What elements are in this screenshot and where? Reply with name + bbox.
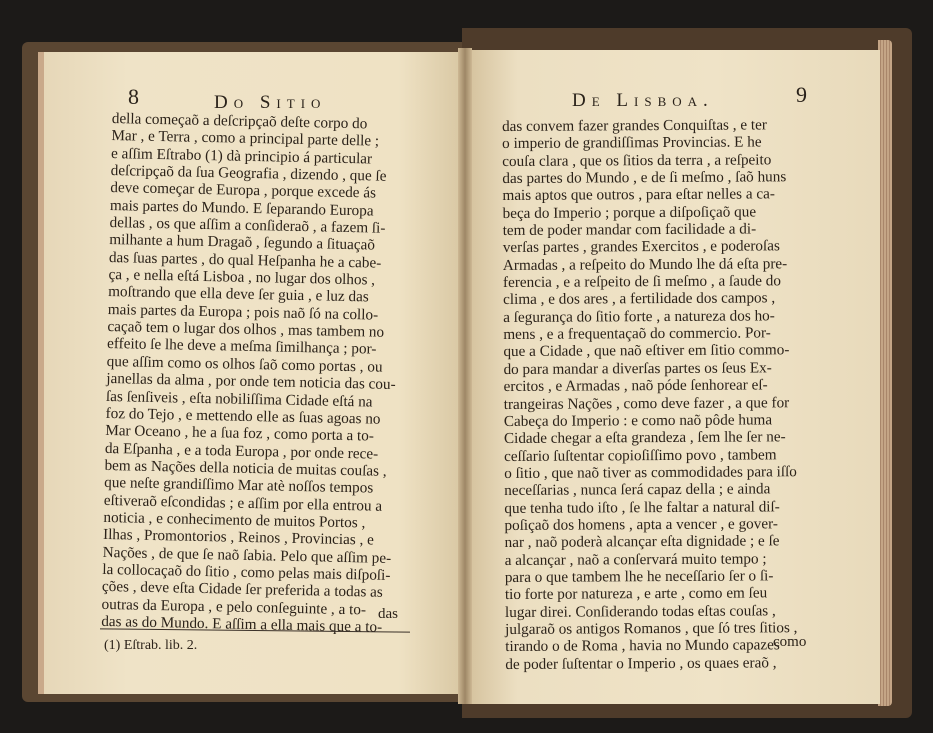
text-line: que aſſim como os olhos ſaõ como portas , ou xyxy=(106,352,383,376)
footnote: (1) Eſtrab. lib. 2. xyxy=(104,638,198,653)
text-line: mais aptos que outros , para eſtar nelles a ca- xyxy=(502,185,775,205)
text-line: dellas , os que aſſim a conſideraõ , a fazem ſi- xyxy=(109,214,386,237)
text-line: Cabeça do Imperio : e como naõ pôde huma xyxy=(503,411,773,430)
text-line: o ſitio , que naõ tiver as commodidades para iſſo xyxy=(504,463,797,482)
text-line: que a Cidade , que naõ eſtiver em ſitio commo- xyxy=(503,341,790,361)
right-page-text xyxy=(502,116,798,673)
left-running-head: Do Sitio xyxy=(214,92,327,113)
text-line: o imperio de grandiſſimas Provincias. E he xyxy=(502,133,762,153)
text-line: poſiçaõ dos homens , apta a vencer , e gover- xyxy=(504,515,778,534)
text-line: das convem fazer grandes Conquiſtas , e ter xyxy=(502,116,767,135)
text-line: mais partes da Europa ; pois naõ ſó na collo- xyxy=(107,300,379,324)
text-line: tio forte por natureza , e arte , como em ſeu xyxy=(504,584,768,604)
text-line: Cidade chegar a eſta grandeza , ſem lhe ſer ne- xyxy=(503,428,786,448)
text-line: e aſſim Eſtrabo (1) dà principio á particular xyxy=(110,144,373,168)
text-line: Nações , de que ſe naõ ſabia. Pelo que aſſim pe- xyxy=(102,543,392,567)
text-line: ferencia , e a reſpeito de ſi meſmo , a ſaude do xyxy=(502,272,781,292)
text-line: das partes do Mundo , e de ſi meſmo , ſaõ huns xyxy=(502,168,787,188)
text-line: deve começar de Europa , porque excede ás xyxy=(110,179,377,202)
text-line: clima , e dos ares , a fertilidade dos campos , xyxy=(503,289,776,309)
text-line: das as do Mundo. E aſſim a ella mais que a to- xyxy=(101,612,383,636)
right-catchword: como xyxy=(773,634,807,650)
page-edges xyxy=(878,40,892,706)
text-line: Armadas , a reſpeito do Mundo lhe dá eſta pre- xyxy=(502,255,788,274)
text-line: foz do Tejo , e mettendo elle as ſuas agoas no xyxy=(105,404,381,428)
text-line: que tenha tudo iſto , ſe lhe faltar a natural diſ- xyxy=(504,497,780,517)
text-line: das ſuas partes , do qual Heſpanha he a cabe- xyxy=(108,248,382,272)
text-line: de poder ſuſtentar o Imperio , os quaes eraõ , xyxy=(505,653,777,673)
text-line: lugar direi. Conſiderando todas eſtas couſas , xyxy=(504,601,776,621)
text-line: julgaraõ os antigos Romanos , que ſó tres ſitios , xyxy=(505,619,798,638)
text-line: ſas ſenſiveis , eſta nobiliſſima Cidade eſtá na xyxy=(105,387,373,411)
text-line: Mar , e Terra , como a principal parte delle ; xyxy=(111,127,380,150)
text-line: que neſte grandiſſimo Mar atè noſſos tempos xyxy=(104,474,374,497)
text-line: janellas da alma , por onde tem noticia das cou- xyxy=(106,370,396,394)
text-line: ercitos , e Armadas , naõ póde ſenhorear eſ- xyxy=(503,376,768,396)
left-catchword: das xyxy=(378,606,398,622)
text-line: a alcançar , naõ a conſervará muito tempo ; xyxy=(504,549,767,569)
text-line: neceſſarias , nunca ſerá capaz della ; e ainda xyxy=(504,480,771,500)
text-line: couſa clara , que os ſitios da terra , a reſpeito xyxy=(502,151,772,170)
text-line: nar , naõ poderà alcançar eſta dignidade ; e ſe xyxy=(504,532,780,552)
right-page-number: 9 xyxy=(796,82,807,107)
right-running-head: De Lisboa. xyxy=(572,90,714,111)
text-line: trangeiras Nações , como deve fazer , a que for xyxy=(503,393,790,413)
text-line: a ſegurança do ſitio forte , a natureza dos ho- xyxy=(503,307,775,326)
text-line: caçaõ tem o lugar dos olhos , mas tambem no xyxy=(107,318,385,341)
text-line: outras da Europa , e pelo conſeguinte , a to- xyxy=(101,595,367,619)
book-gutter xyxy=(458,48,472,704)
text-line: della começaõ a deſcripçaõ deſte corpo do xyxy=(111,110,368,133)
text-line: ça , e nella eſtá Lisboa , no lugar dos olhos , xyxy=(108,266,376,289)
text-line: mens , e a frequentaçaõ do commercio. Por- xyxy=(503,324,771,344)
text-line: verſas partes , grandes Exercitos , e poderoſas xyxy=(502,237,780,257)
text-line: deſcripçaõ da ſua Geografia , dizendo , que ſe xyxy=(110,162,387,185)
text-line: ceſſario ſuſtentar copioſiſſimo povo , tambem xyxy=(504,445,777,465)
text-line: Ilhas , Promontorios , Reinos , Provincias , e xyxy=(102,526,375,549)
text-line: beça do Imperio ; porque a diſpoſiçaõ que xyxy=(502,203,757,222)
left-page-text xyxy=(101,110,401,636)
left-page-number: 8 xyxy=(128,84,139,109)
text-line: Mar Oceano , he a ſua foz , como porta a to- xyxy=(105,422,375,445)
text-line: ções , deve eſta Cidade ſer preferida a todas as xyxy=(101,578,383,602)
text-line: moſtrando que ella deve ſer guia , e luz das xyxy=(108,283,369,306)
text-line: do para mandar a diverſas partes os ſeus Ex- xyxy=(503,359,772,378)
text-line: para o que tambem lhe he neceſſario ſer o ſi- xyxy=(504,567,774,586)
text-line: la collocaçaõ do ſitio , como pelas mais diſpoſi- xyxy=(102,560,391,584)
text-line: mais partes do Mundo. E ſeparando Europa xyxy=(109,196,374,220)
text-line: da Eſpanha , e a toda Europa , por onde rece- xyxy=(104,439,379,463)
text-line: milhante a hum Dragaõ , ſegundo a ſituaçaõ xyxy=(109,231,376,254)
text-line: tem de poder mandar com facilidade a di- xyxy=(502,220,757,240)
text-line: effeito ſe lhe deve a meſma ſimilhança ; por- xyxy=(106,335,377,359)
text-line: eſtiveraõ eſcondidas ; e aſſim por ella entrou a xyxy=(103,491,383,515)
text-line: tirando o de Roma , havia no Mundo capazes xyxy=(505,636,780,656)
text-line: noticia , e conhecimento de muitos Portos , xyxy=(103,508,366,532)
text-line: bem as Nações della noticia de muitas couſas , xyxy=(104,456,387,480)
